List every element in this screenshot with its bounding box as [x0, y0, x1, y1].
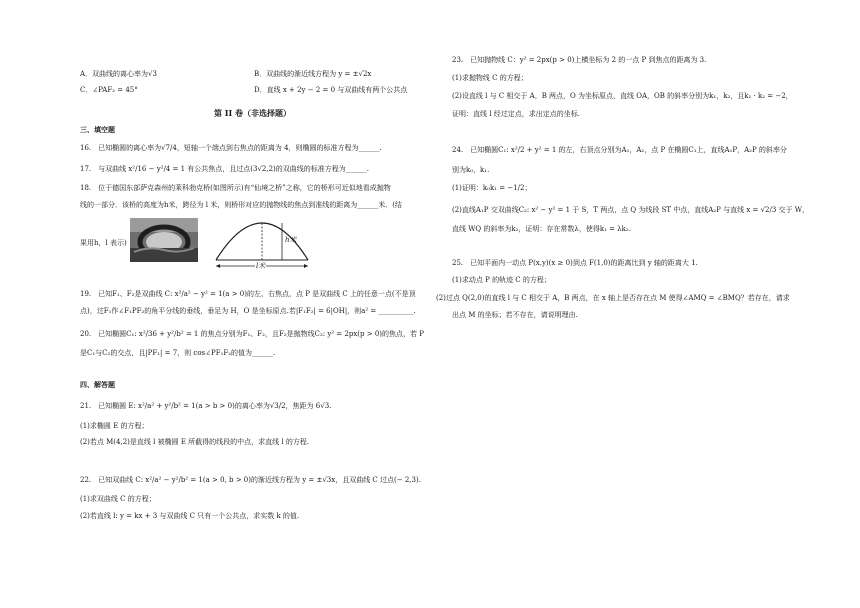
question-23-line1: 23. 已知抛物线 C：y² = 2px(p > 0)上横坐标为 2 的一点 P 到焦点的距离为 3. — [452, 56, 707, 64]
question-18-line3: 果用h，l 表示) — [80, 239, 127, 247]
question-21-line2: (1)求椭圆 E 的方程； — [80, 422, 149, 430]
question-25-line1: 25. 已知平面内一动点 P(x,y)(x ≥ 0)到点 F(1,0)的距离比到 y 轴的距离大 1. — [452, 259, 698, 267]
choice-c: C．∠PAF₂ = 45° — [80, 86, 138, 94]
question-24-line3: (1)证明：k₀k₁ = −1/2； — [452, 184, 532, 192]
question-24-line1: 24. 已知椭圆C₁: x²/2 + y² = 1 的左，右顶点分别为A₁，A₂，点 P 在椭圆C₁上，直线A₁P，A₂P 的斜率分 — [452, 146, 787, 154]
question-24-line4: (2)直线A₁P 交双曲线C₂: x² − y² = 1 于 S，T 两点，点 Q 为线段 ST 中点，直线A₂P 与直线 x = √2/3 交于 W， — [452, 206, 809, 214]
parabola-diagram — [210, 216, 320, 272]
question-22-line1: 22. 已知双曲线 C: x²/a² − y²/b² = 1(a > 0, b > 0)的渐近线方程为 y = ±√3x，且双曲线 C 过点(− 2,3). — [80, 476, 421, 484]
question-19-line1: 19. 已知F₁、F₂是双曲线 C: x²/a² − y² = 1(a > 0)的左、右焦点，点 P 是双曲线 C 上的任意一点(不是顶 — [80, 290, 416, 298]
choice-d: D．直线 x + 2y − 2 = 0 与双曲线有两个公共点 — [254, 86, 408, 94]
span-label: l米 — [256, 262, 266, 270]
question-16: 16. 已知椭圆的离心率为√7/4，短轴一个端点到右焦点的距离为 4，则椭圆的标准方程为______. — [80, 144, 382, 152]
question-25-line3: (2)过点 Q(2,0)的直线 l 与 C 相交于 A，B 两点，在 x 轴上是否存在点 M 使得∠AMQ = ∠BMQ？若存在，请求 — [436, 294, 790, 302]
part2-title: 第 II 卷（非选择题） — [214, 108, 292, 118]
question-21-line3: (2)若点 M(4,2)是直线 l 被椭圆 E 所截得的线段的中点，求直线 l 的方程. — [80, 438, 310, 446]
question-20-line2: 是C₁与C₂的交点，且|PF₁| = 7，则 cos∠PF₁F₂的值为______. — [80, 349, 276, 357]
question-24-line5: 直线 WQ 的斜率为k₂，证明：存在常数λ，使得k₁ = λk₂. — [452, 225, 631, 233]
choice-a: A．双曲线的离心率为√3 — [80, 70, 157, 78]
section-fill-in: 三、填空题 — [80, 125, 115, 134]
question-18-line2: 线的一部分．该桥的高度为h米，跨径为 l 米，则桥形对应的抛物线的焦点到准线的距离为______米．(结 — [80, 201, 402, 209]
question-19-line2: 点)，过F₁作∠F₁PF₂的角平分线的垂线，垂足为 H，O 是坐标原点.若|F₁F₂| = 6|OH|，则a² = __________. — [80, 307, 416, 315]
question-22-line2: (1)求双曲线 C 的方程； — [80, 495, 156, 503]
bridge-photo — [130, 218, 198, 262]
question-23-line2: (1)求抛物线 C 的方程； — [452, 74, 528, 82]
question-23-line4: 证明：直线 l 经过定点，求出定点的坐标. — [452, 110, 580, 118]
height-label: h米 — [285, 236, 297, 244]
question-24-line2: 别为k₀，k₁. — [452, 166, 490, 174]
question-17: 17. 与双曲线 x²/16 − y²/4 = 1 有公共焦点，且过点(3√2,2)的双曲线的标准方程为______. — [80, 165, 369, 173]
question-21-line1: 21. 已知椭圆 E: x²/a² + y²/b² = 1(a > b > 0)的离心率为√3/2，焦距为 6√3. — [80, 402, 332, 410]
question-18-line1: 18. 位于德国东部萨克森州的莱科勃克桥(如图所示)有“仙境之桥”之称，它的桥形可近似地看成抛物 — [80, 184, 391, 192]
choice-b: B．双曲线的渐近线方程为 y = ±√2x — [254, 70, 372, 78]
question-25-line4: 出点 M 的坐标；若不存在，请说明理由. — [452, 311, 578, 319]
question-22-line3: (2)若直线 l: y = kx + 3 与双曲线 C 只有一个公共点，求实数 k 的值. — [80, 512, 300, 520]
question-25-line2: (1)求动点 P 的轨迹 C 的方程； — [452, 276, 551, 284]
section-answers: 四、解答题 — [80, 380, 115, 389]
question-23-line3: (2)设直线 l 与 C 相交于 A，B 两点，O 为坐标原点，直线 OA，OB 的斜率分别为k₁，k₂，且k₁ · k₂ = −2， — [452, 92, 793, 100]
question-20-line1: 20. 已知椭圆C₁: x²/36 + y²/b² = 1 的焦点分别为F₁、F₂，且F₂是抛物线C₂: y² = 2px(p > 0)的焦点，若 P — [80, 330, 424, 338]
